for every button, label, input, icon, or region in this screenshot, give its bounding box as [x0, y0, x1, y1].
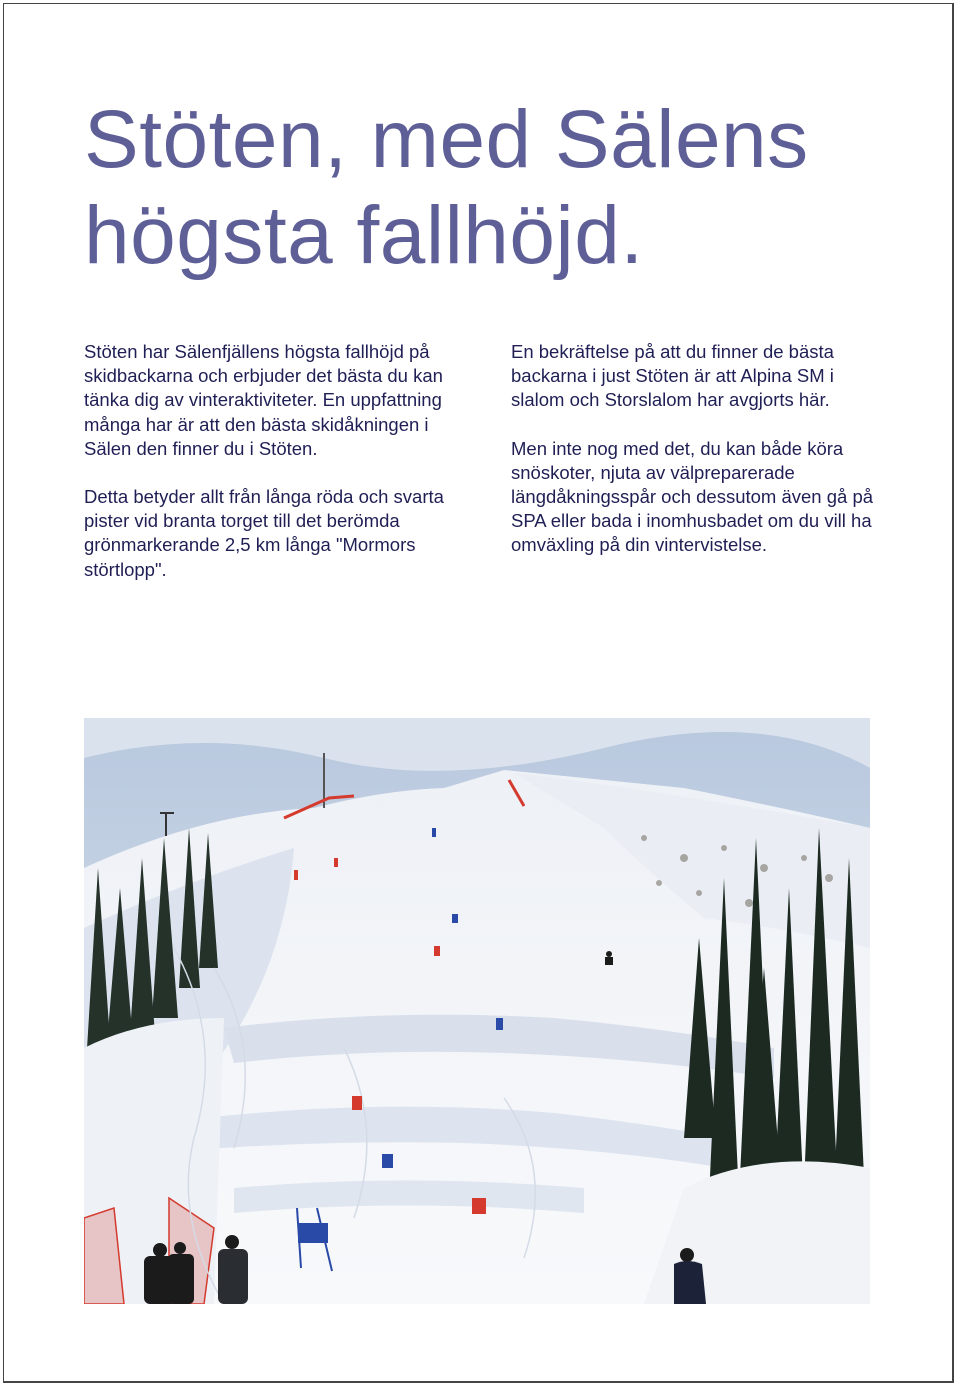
paragraph: Stöten har Sälenfjällens högsta fallhöjd på skidbackarna och erbjuder det bästa du kan tänka dig av vinteraktiviteter. En uppfattning många har är att den bästa skidåkningen i Sälen den finner du i Stöten. [84, 341, 443, 459]
paragraph: Detta betyder allt från långa röda och svarta pister vid branta torget till det berömda grönmarkerande 2,5 km långa "Mormors störtlopp". [84, 486, 444, 580]
page-title: Stöten, med Sälens högsta fallhöjd. [84, 94, 809, 281]
paragraph: Men inte nog med det, du kan både köra snöskoter, njuta av välpreparerade längdåkningsspår och dessutom även gå på SPA eller bada i inomhusbadet om du vill ha omväxling på din vintervistelse. [511, 437, 874, 556]
ski-slope-photo [84, 718, 870, 1304]
text-column-right [511, 340, 883, 582]
paragraph: En bekräftelse på att du finner de bästa backarna i just Stöten är att Alpina SM i slalom och Storslalom har avgjorts här. [511, 341, 834, 411]
text-column-left [84, 340, 456, 606]
